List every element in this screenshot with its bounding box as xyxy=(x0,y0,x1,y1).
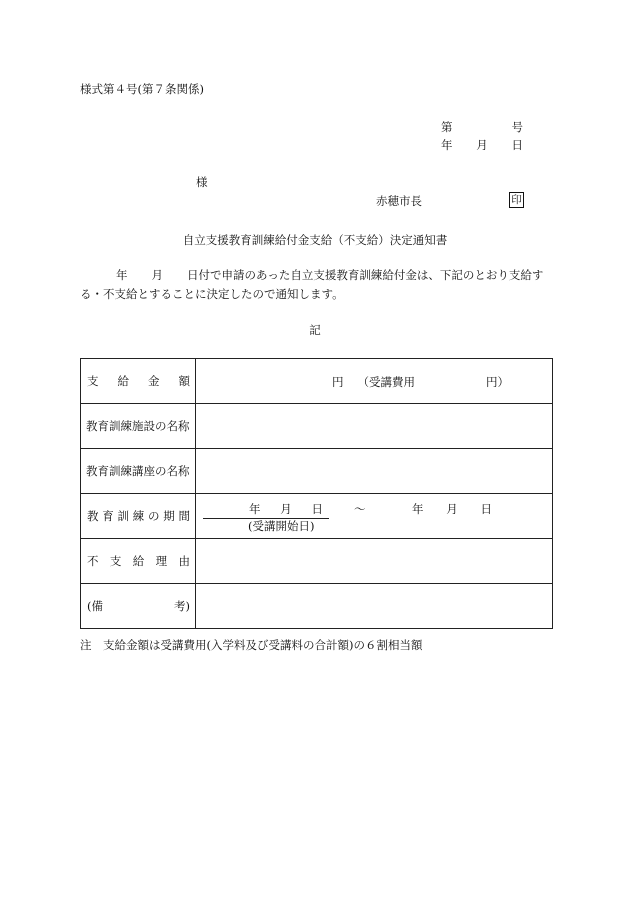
payment-amount-field[interactable] xyxy=(196,359,553,404)
date-day: 日 xyxy=(511,138,523,152)
amount-yen: 円 xyxy=(332,375,344,389)
amount-text xyxy=(332,374,504,390)
ki-heading: 記 xyxy=(309,323,321,337)
body-month: 月 xyxy=(151,268,163,282)
course-name-label: 教育訓練講座の名称 xyxy=(81,449,196,494)
non-payment-reason-field[interactable] xyxy=(196,539,553,584)
details-table xyxy=(80,358,553,629)
non-payment-reason-label: 不 支 給 理 由 xyxy=(81,539,196,584)
amount-fee-yen: 円） xyxy=(486,375,509,389)
ref-dai: 第 xyxy=(441,120,453,134)
table-row xyxy=(81,404,553,449)
body-text-2: る・不支給とすることに決定したので通知します。 xyxy=(80,287,344,301)
course-name-field[interactable] xyxy=(196,449,553,494)
period-start-date: 年 月 日 xyxy=(203,501,329,519)
remarks-label: (備 考) xyxy=(81,584,196,629)
form-number: 様式第４号(第７条関係) xyxy=(80,82,204,96)
ref-go: 号 xyxy=(511,120,523,134)
table-row xyxy=(81,494,553,539)
remarks-field[interactable] xyxy=(196,584,553,629)
table-row xyxy=(81,539,553,584)
period-end-date: 年 月 日 xyxy=(412,502,492,516)
facility-name-field[interactable] xyxy=(196,404,553,449)
facility-name-label: 教育訓練施設の名称 xyxy=(81,404,196,449)
payment-amount-label: 支 給 金 額 xyxy=(81,359,196,404)
table-row xyxy=(81,449,553,494)
issue-date xyxy=(441,138,523,152)
date-year: 年 xyxy=(441,138,453,152)
footnote: 注 支給金額は受講費用(入学料及び受講料の合計額)の６割相当額 xyxy=(80,638,423,652)
body-text-1: 日付で申請のあった自立支援教育訓練給付金は、下記のとおり支給す xyxy=(187,268,544,282)
amount-fee-open: （受講費用 xyxy=(357,375,415,389)
body-year: 年 xyxy=(116,268,128,282)
table-row xyxy=(81,359,553,404)
date-month: 月 xyxy=(476,138,488,152)
training-period-label: 教 育 訓 練 の 期 間 xyxy=(81,494,196,539)
period-tilde: ～ xyxy=(354,502,366,516)
body-line-1 xyxy=(80,266,552,285)
period-start-note: (受講開始日) xyxy=(248,519,315,533)
body-paragraph xyxy=(80,266,552,304)
table-row xyxy=(81,584,553,629)
issuer-name: 赤穂市長 xyxy=(376,194,422,208)
document-title: 自立支援教育訓練給付金支給（不支給）決定通知書 xyxy=(182,233,448,247)
seal-mark: 印 xyxy=(509,192,524,208)
reference-number xyxy=(441,120,523,134)
addressee-suffix: 様 xyxy=(196,175,208,189)
training-period-field[interactable] xyxy=(196,494,553,539)
